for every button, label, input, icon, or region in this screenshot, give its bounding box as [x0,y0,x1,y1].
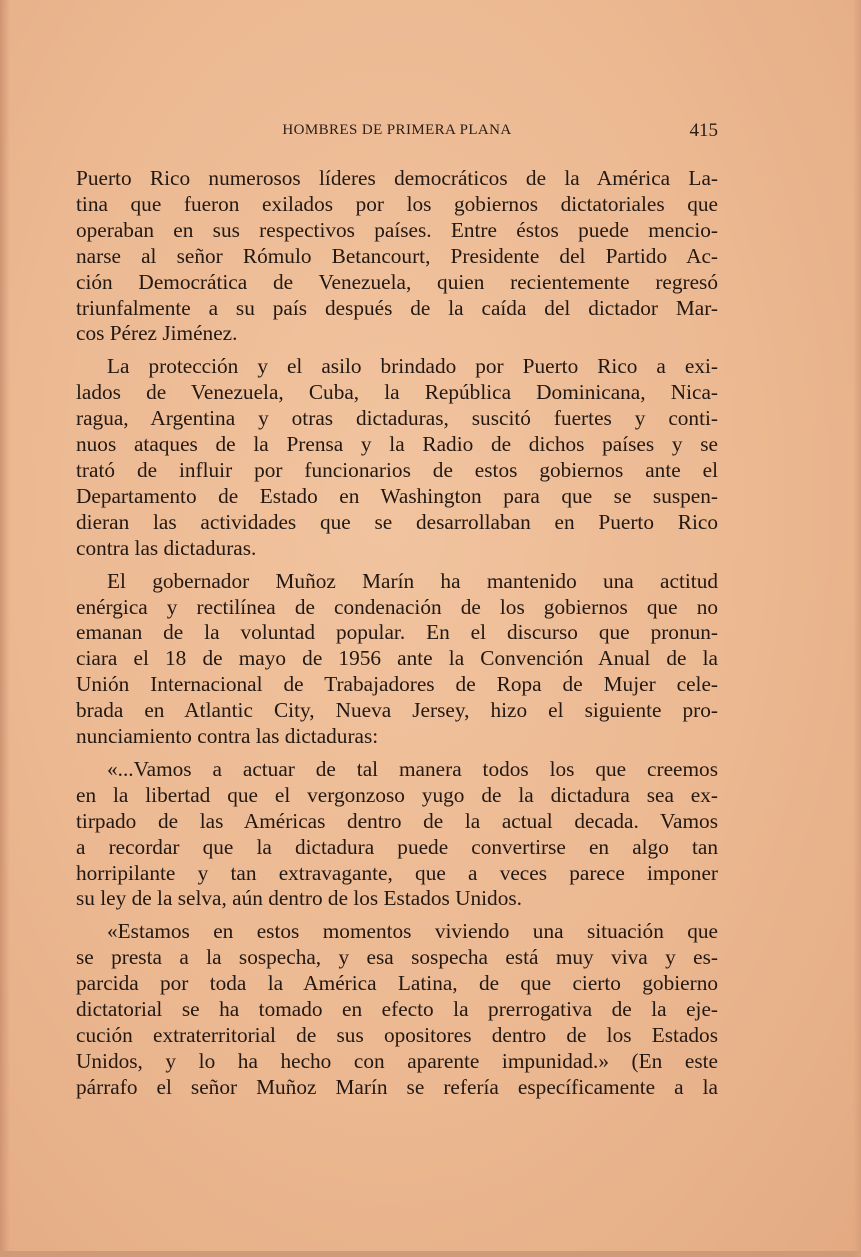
text-line: a recordar que la dictadura puede convertirse en algo tan [76,834,718,859]
text-line: se presta a la sospecha, y esa sospecha está muy viva y es- [76,945,718,970]
text-line: «Estamos en estos momentos viviendo una situación que [107,919,718,944]
text-line: emanan de la voluntad popular. En el discurso que pronun- [76,620,718,645]
page-number: 415 [689,120,718,141]
running-head [76,120,718,142]
text-line: cos Pérez Jiménez. [76,321,238,346]
paragraph-4-quote [76,757,718,912]
running-head-title: HOMBRES DE PRIMERA PLANA [282,122,512,138]
page-bottom-edge [0,1251,861,1257]
text-line: párrafo el señor Muñoz Marín se refería específicamente a la [76,1074,718,1099]
text-line: lados de Venezuela, Cuba, la República Dominicana, Nica- [76,380,718,405]
text-line: Unidos, y lo ha hecho con aparente impunidad.» (En este [76,1048,718,1073]
text-line: enérgica y rectilínea de condenación de los gobiernos que no [76,594,718,619]
text-line: operaban en sus respectivos países. Entre éstos puede mencio- [76,217,718,242]
text-line: su ley de la selva, aún dentro de los Estados Unidos. [76,886,522,911]
text-line: trató de influir por funcionarios de estos gobiernos ante el [76,457,718,482]
text-line: ragua, Argentina y otras dictaduras, suscitó fuertes y conti- [76,406,718,431]
text-line: tirpado de las Américas dentro de la actual decada. Vamos [76,808,718,833]
text-line: cución extraterritorial de sus opositores dentro de los Estados [76,1023,718,1047]
text-line: «...Vamos a actuar de tal manera todos los que creemos [107,756,718,781]
text-line: narse al señor Rómulo Betancourt, Presidente del Partido Ac- [76,243,718,268]
text-line: parcida por toda la América Latina, de que cierto gobierno [76,971,718,996]
text-line: triunfalmente a su país después de la caída del dictador Mar- [76,295,718,320]
text-line: contra las dictaduras. [76,535,257,560]
paragraph-3 [76,569,718,750]
paragraph-1 [76,166,718,347]
text-line: Departamento de Estado en Washington para que se suspen- [76,483,718,508]
text-line: nunciamiento contra las dictaduras: [76,724,379,749]
text-line: ción Democrática de Venezuela, quien recientemente regresó [76,269,718,294]
text-line: nuos ataques de la Prensa y la Radio de dichos países y se [76,432,718,457]
text-line: tina que fueron exilados por los gobiernos dictatoriales que [76,191,718,216]
paragraph-5-quote [76,919,718,1100]
text-line: dieran las actividades que se desarrollaban en Puerto Rico [76,509,718,534]
text-line: en la libertad que el vergonzoso yugo de la dictadura sea ex- [76,782,718,807]
text-line: ciara el 18 de mayo de 1956 ante la Convención Anual de la [76,646,718,671]
text-line: La protección y el asilo brindado por Puerto Rico a exi- [107,354,718,379]
text-line: Puerto Rico numerosos líderes democráticos de la América La- [76,166,718,190]
text-line: Unión Internacional de Trabajadores de Ropa de Mujer cele- [76,672,718,697]
text-line: dictatorial se ha tomado en efecto la prerrogativa de la eje- [76,997,718,1022]
text-line: El gobernador Muñoz Marín ha mantenido una actitud [107,568,718,593]
text-line: brada en Atlantic City, Nueva Jersey, hizo el siguiente pro- [76,698,718,723]
paragraph-2 [76,354,718,561]
text-line: horripilante y tan extravagante, que a veces parece imponer [76,860,718,885]
body-text [76,166,718,1101]
